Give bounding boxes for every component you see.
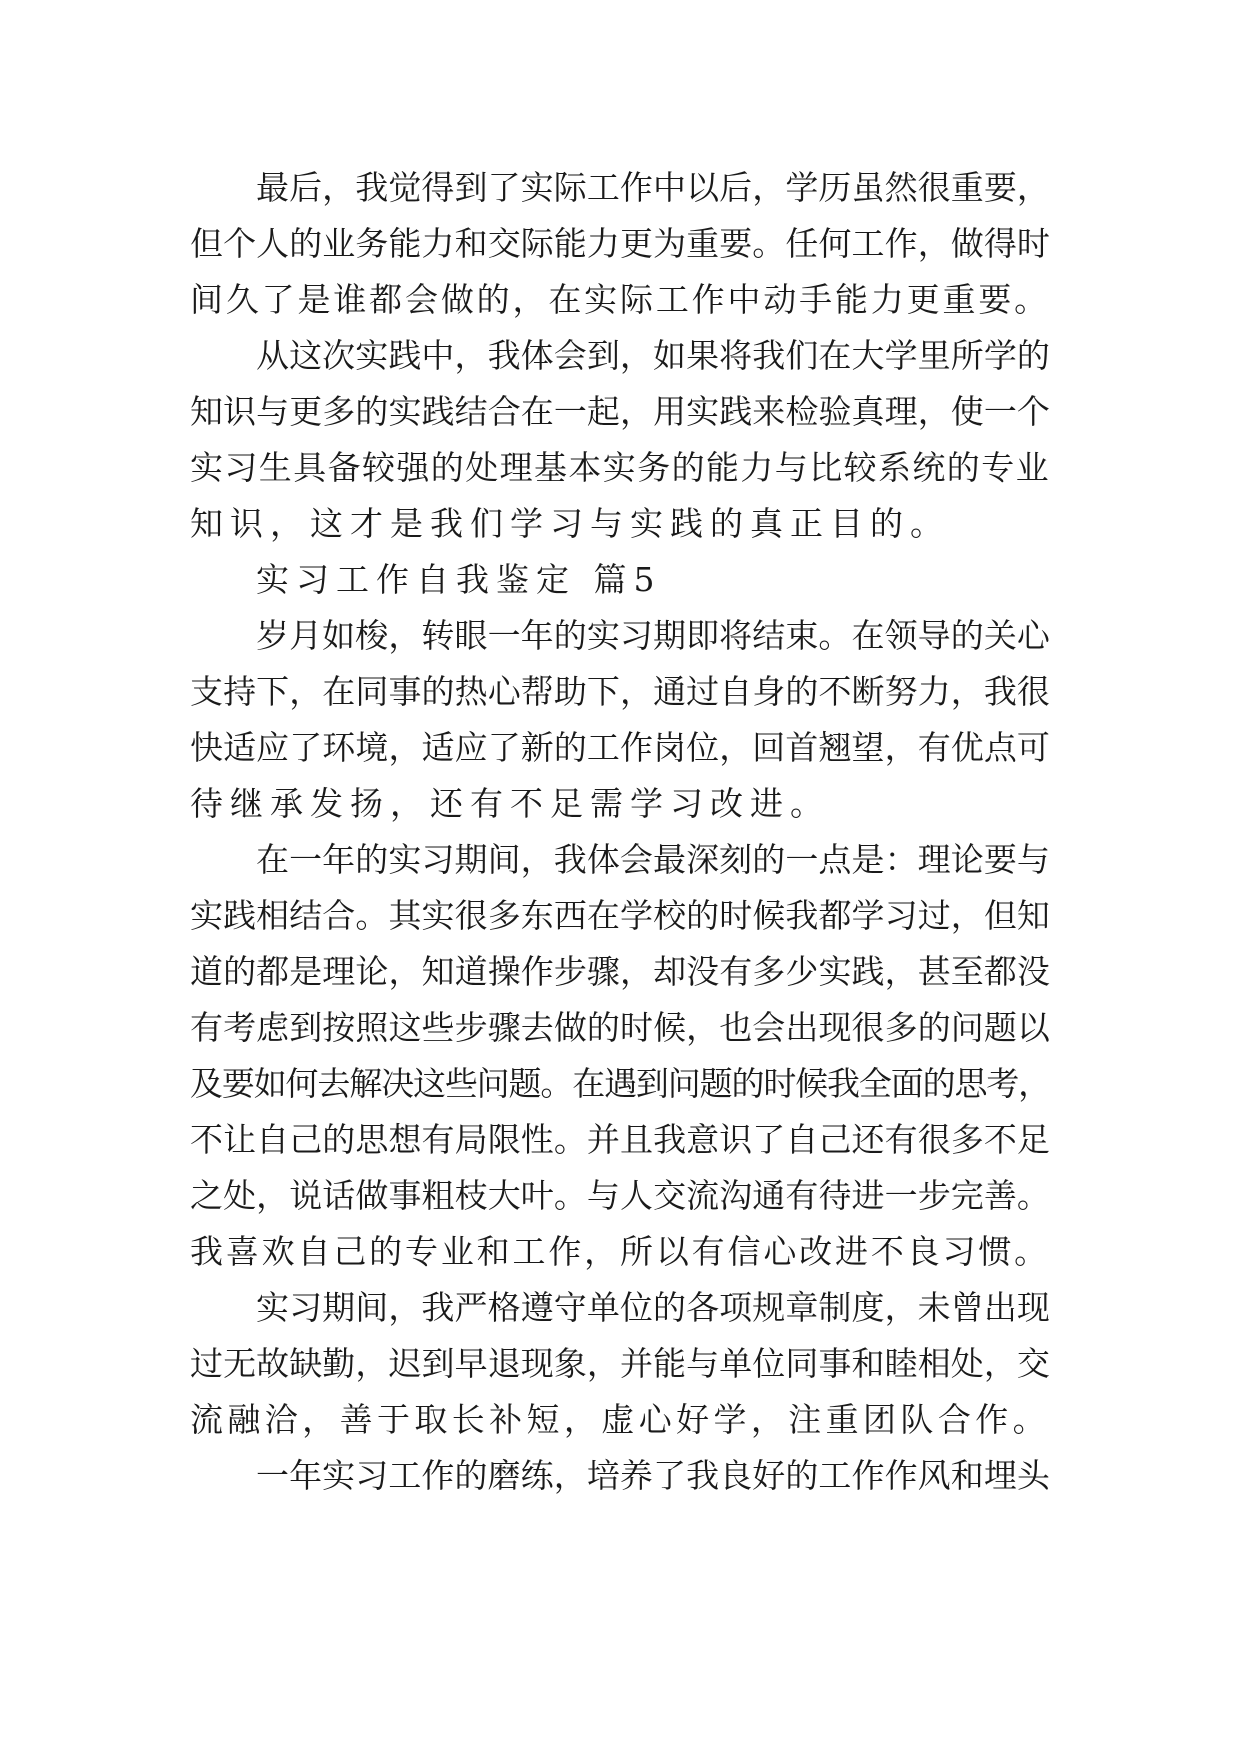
paragraph-3-line-2: 支持下，在同事的热心帮助下，通过自身的不断努力，我很: [190, 672, 1050, 711]
paragraph-1-line-1: 最后，我觉得到了实际工作中以后，学历虽然很重要，: [256, 168, 1050, 207]
paragraph-4-line-2: 实践相结合。其实很多东西在学校的时候我都学习过，但知: [190, 896, 1050, 935]
paragraph-2-line-1: 从这次实践中，我体会到，如果将我们在大学里所学的: [256, 336, 1050, 375]
paragraph-2-line-3: 实习生具备较强的处理基本实务的能力与比较系统的专业: [190, 448, 1050, 487]
paragraph-2-line-2: 知识与更多的实践结合在一起，用实践来检验真理，使一个: [190, 392, 1050, 431]
paragraph-5-line-1: 实习期间，我严格遵守单位的各项规章制度，未曾出现: [256, 1288, 1050, 1327]
paragraph-4-line-8: 我喜欢自己的专业和工作，所以有信心改进不良习惯。: [190, 1232, 1050, 1271]
paragraph-4-line-5: 及要如何去解决这些问题。在遇到问题的时候我全面的思考，: [190, 1064, 1050, 1103]
paragraph-3-line-3: 快适应了环境，适应了新的工作岗位，回首翘望，有优点可: [190, 728, 1050, 767]
paragraph-5-line-2: 过无故缺勤，迟到早退现象，并能与单位同事和睦相处，交: [190, 1344, 1050, 1383]
paragraph-4-line-1: 在一年的实习期间，我体会最深刻的一点是：理论要与: [256, 840, 1050, 879]
paragraph-4-line-4: 有考虑到按照这些步骤去做的时候，也会出现很多的问题以: [190, 1008, 1050, 1047]
paragraph-1-line-3: 间久了是谁都会做的，在实际工作中动手能力更重要。: [190, 280, 1050, 319]
paragraph-3-line-1: 岁月如梭，转眼一年的实习期即将结束。在领导的关心: [256, 616, 1050, 655]
paragraph-4-line-3: 道的都是理论，知道操作步骤，却没有多少实践，甚至都没: [190, 952, 1050, 991]
paragraph-6-line-1: 一年实习工作的磨练，培养了我良好的工作作风和埋头: [256, 1456, 1050, 1495]
paragraph-5-line-3: 流融洽，善于取长补短，虚心好学，注重团队合作。: [190, 1400, 1050, 1439]
section-heading: 实习工作自我鉴定 篇5: [256, 560, 662, 599]
paragraph-4-line-7: 之处，说话做事粗枝大叶。与人交流沟通有待进一步完善。: [190, 1176, 1050, 1215]
paragraph-4-line-6: 不让自己的思想有局限性。并且我意识了自己还有很多不足: [190, 1120, 1050, 1159]
paragraph-1-line-2: 但个人的业务能力和交际能力更为重要。任何工作，做得时: [190, 224, 1050, 263]
paragraph-3-line-4: 待继承发扬，还有不足需学习改进。: [190, 784, 830, 823]
paragraph-2-line-4: 知识，这才是我们学习与实践的真正目的。: [190, 504, 950, 543]
